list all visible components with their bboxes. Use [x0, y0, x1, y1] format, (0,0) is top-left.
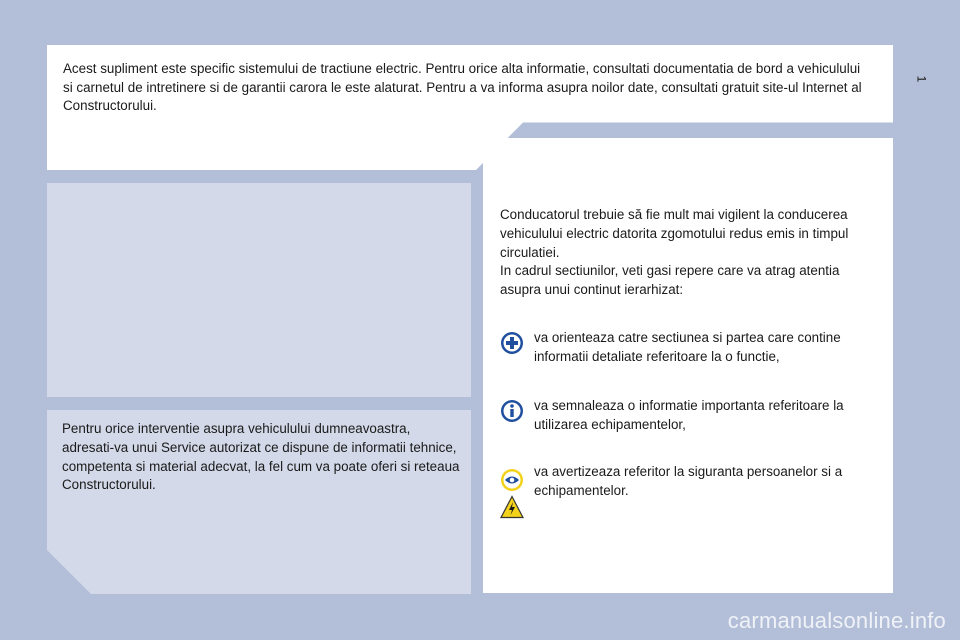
- info-icon: [500, 399, 524, 423]
- marker-plus-text: va orienteaza catre sectiunea si partea care contine informatii detaliate referitoare la o functie,: [534, 330, 841, 364]
- eye-icon: [500, 468, 524, 492]
- service-note: Pentru orice interventie asupra vehiculului dumneavoastra, adresati-va unui Service autorizat ce dispune de informatii tehnice, competenta si material adecvat, la fel cum va poate oferi si reteaua Constructorului.: [62, 421, 460, 493]
- intro-text: Acest supliment este specific sistemului de tractiune electric. Pentru orice alta informatie, consultati documentatia de bord a vehiculului si carnetul de intretinere si de garantii carora le este alaturat. Pentru a va informa asupra noilor date, consultati gratuit site-ul Internet al Constructorului.: [63, 61, 862, 113]
- driver-note: Conducatorul trebuie să fie mult mai vigilent la conducerea vehiculului electric datorita zgomotului redus emis in timpul circulatiei.: [500, 207, 849, 260]
- page-number: 1: [914, 75, 929, 83]
- image-placeholder-panel: [47, 183, 471, 397]
- watermark: carmanualsonline.info: [727, 608, 946, 633]
- plus-icon: [500, 331, 524, 355]
- high-voltage-icon: [500, 495, 524, 519]
- marker-warning-text: va avertizeaza referitor la siguranta persoanelor si a echipamentelor.: [534, 464, 843, 498]
- marker-info-text: va semnaleaza o informatie importanta referitoare la utilizarea echipamentelor,: [534, 398, 844, 432]
- sections-intro: In cadrul sectiunilor, veti gasi repere care va atrag atentia asupra unui continut ierarhizat:: [500, 263, 840, 297]
